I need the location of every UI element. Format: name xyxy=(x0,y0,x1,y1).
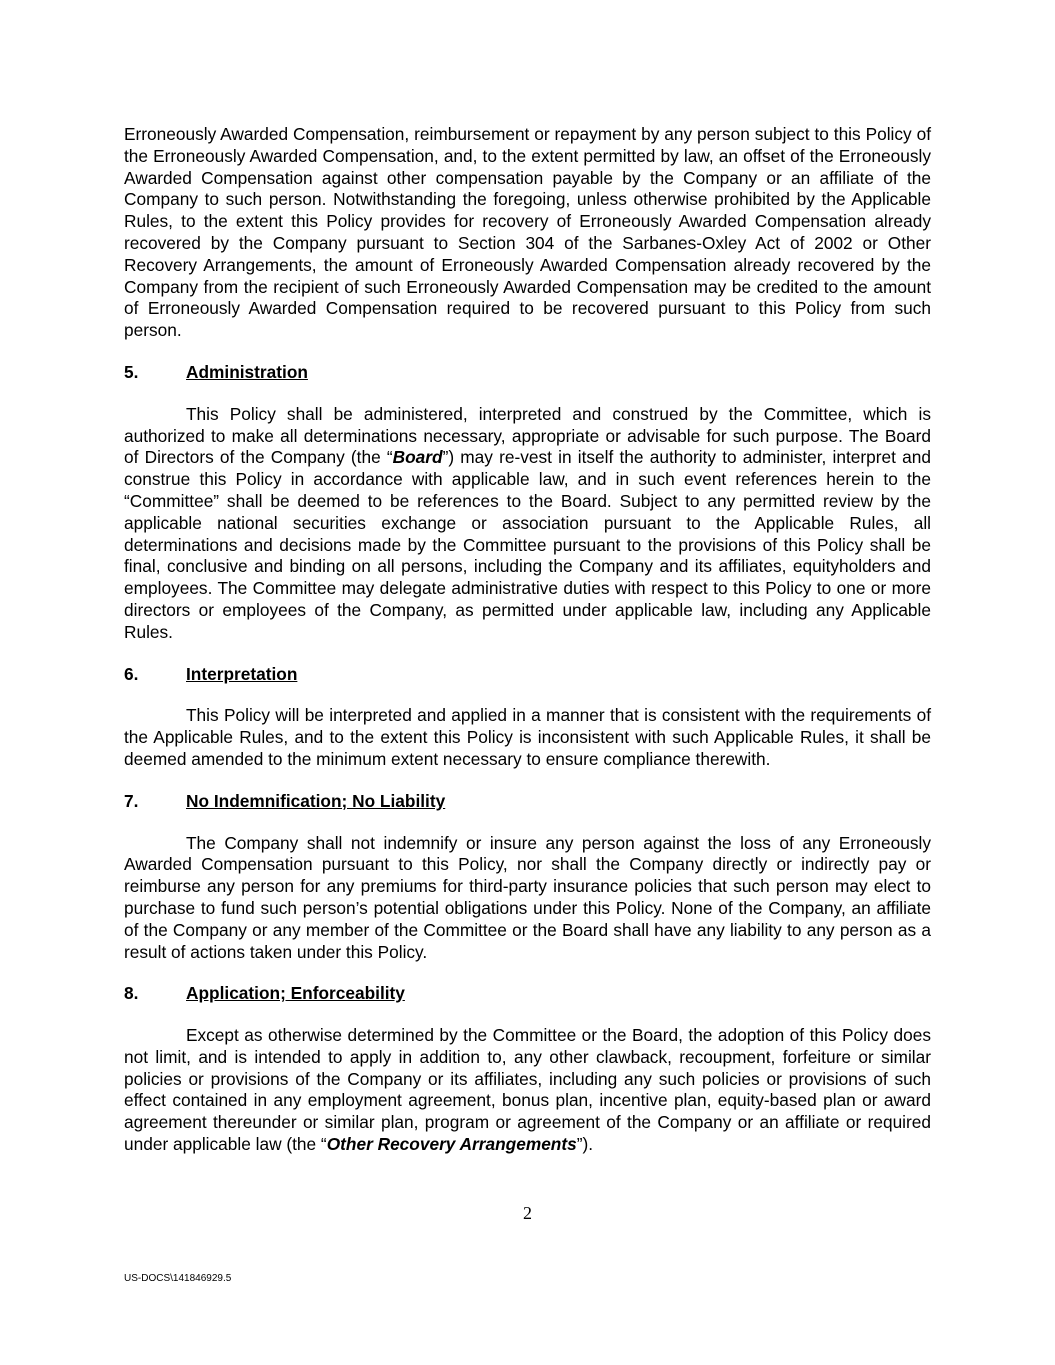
section-8-heading xyxy=(124,983,931,1005)
section-6-paragraph: This Policy will be interpreted and applied in a manner that is consistent with the requirements of the Applicable Rules, and to the extent this Policy is inconsistent with such Applicable Rules, it shall be deemed amended to the minimum extent necessary to ensure compliance therewith. xyxy=(124,705,931,769)
section-8-title: Application; Enforceability xyxy=(186,983,405,1004)
section-8-text-before: Except as otherwise determined by the Committee or the Board, the adoption of this Policy does not limit, and is intended to apply in addition to, any other clawback, recoupment, forfeiture or similar policies or provisions of the Company or its affiliates, including any such policies or provisions of such effect contained in any employment agreement, bonus plan, incentive plan, equity-based plan or award agreement thereunder or similar plan, program or agreement of the Company or an affiliate or required under applicable law (the “ xyxy=(124,1025,931,1155)
section-8-defined-term: Other Recovery Arrangements xyxy=(326,1134,577,1155)
section-5-number: 5. xyxy=(124,361,139,382)
section-8-text-after: ”). xyxy=(576,1134,594,1155)
section-5-text-before: This Policy shall be administered, interpreted and construed by the Committee, which is authorized to make all determinations necessary, appropriate or advisable for such purpose. The Board of Directors of the Company (the “ xyxy=(124,403,931,468)
section-6-title: Interpretation xyxy=(186,663,298,684)
section-8-number: 8. xyxy=(124,983,139,1004)
section-8-paragraph xyxy=(124,1025,931,1156)
intro-paragraph: Erroneously Awarded Compensation, reimbursement or repayment by any person subject to this Policy of the Erroneously Awarded Compensation, and, to the extent permitted by law, an offset of the Erroneously Awarded Compensation against other compensation payable by the Company or an affiliate of the Company to such person. Notwithstanding the foregoing, unless otherwise prohibited by the Applicable Rules, to the extent this Policy provides for recovery of Erroneously Awarded Compensation already recovered by the Company pursuant to Section 304 of the Sarbanes-Oxley Act of 2002 or Other Recovery Arrangements, the amount of Erroneously Awarded Compensation already recovered by the Company from the recipient of such Erroneously Awarded Compensation may be credited to the amount of Erroneously Awarded Compensation required to be recovered pursuant to this Policy from such person. xyxy=(124,124,931,341)
section-7-number: 7. xyxy=(124,790,139,811)
section-6-number: 6. xyxy=(124,663,139,684)
document-id: US-DOCS\141846929.5 xyxy=(124,1273,232,1284)
section-5-text-after: ”) may re-vest in itself the authority to administer, interpret and construe this Policy in accordance with applicable law, and in such event references herein to the “Committee” shall be deemed to be references to the Board. Subject to any permitted review by the applicable national securities exchange or association pursuant to the Applicable Rules, all determinations and decisions made by the Committee pursuant to the provisions of this Policy shall be final, conclusive and binding on all persons, including the Company and its affiliates, equityholders and employees. The Committee may delegate administrative duties with respect to this Policy to one or more directors or employees of the Company, as permitted under applicable law, including any Applicable Rules. xyxy=(124,447,931,642)
section-7-heading xyxy=(124,791,931,813)
section-6-heading xyxy=(124,664,931,686)
section-7-paragraph: The Company shall not indemnify or insure any person against the loss of any Erroneously Awarded Compensation pursuant to this Policy, nor shall the Company directly or indirectly pay or reimburse any person for any premiums for third-party insurance policies that such person may elect to purchase to fund such person’s potential obligations under this Policy. None of the Company, an affiliate of the Company or any member of the Committee or the Board shall have any liability to any person as a result of actions taken under this Policy. xyxy=(124,832,931,962)
section-5-defined-term: Board xyxy=(392,447,443,468)
section-5-title: Administration xyxy=(186,361,308,382)
page-number: 2 xyxy=(523,1203,532,1223)
section-5-paragraph xyxy=(124,404,931,644)
document-body xyxy=(124,124,931,1156)
section-5-heading xyxy=(124,362,931,384)
section-7-title: No Indemnification; No Liability xyxy=(186,790,446,811)
